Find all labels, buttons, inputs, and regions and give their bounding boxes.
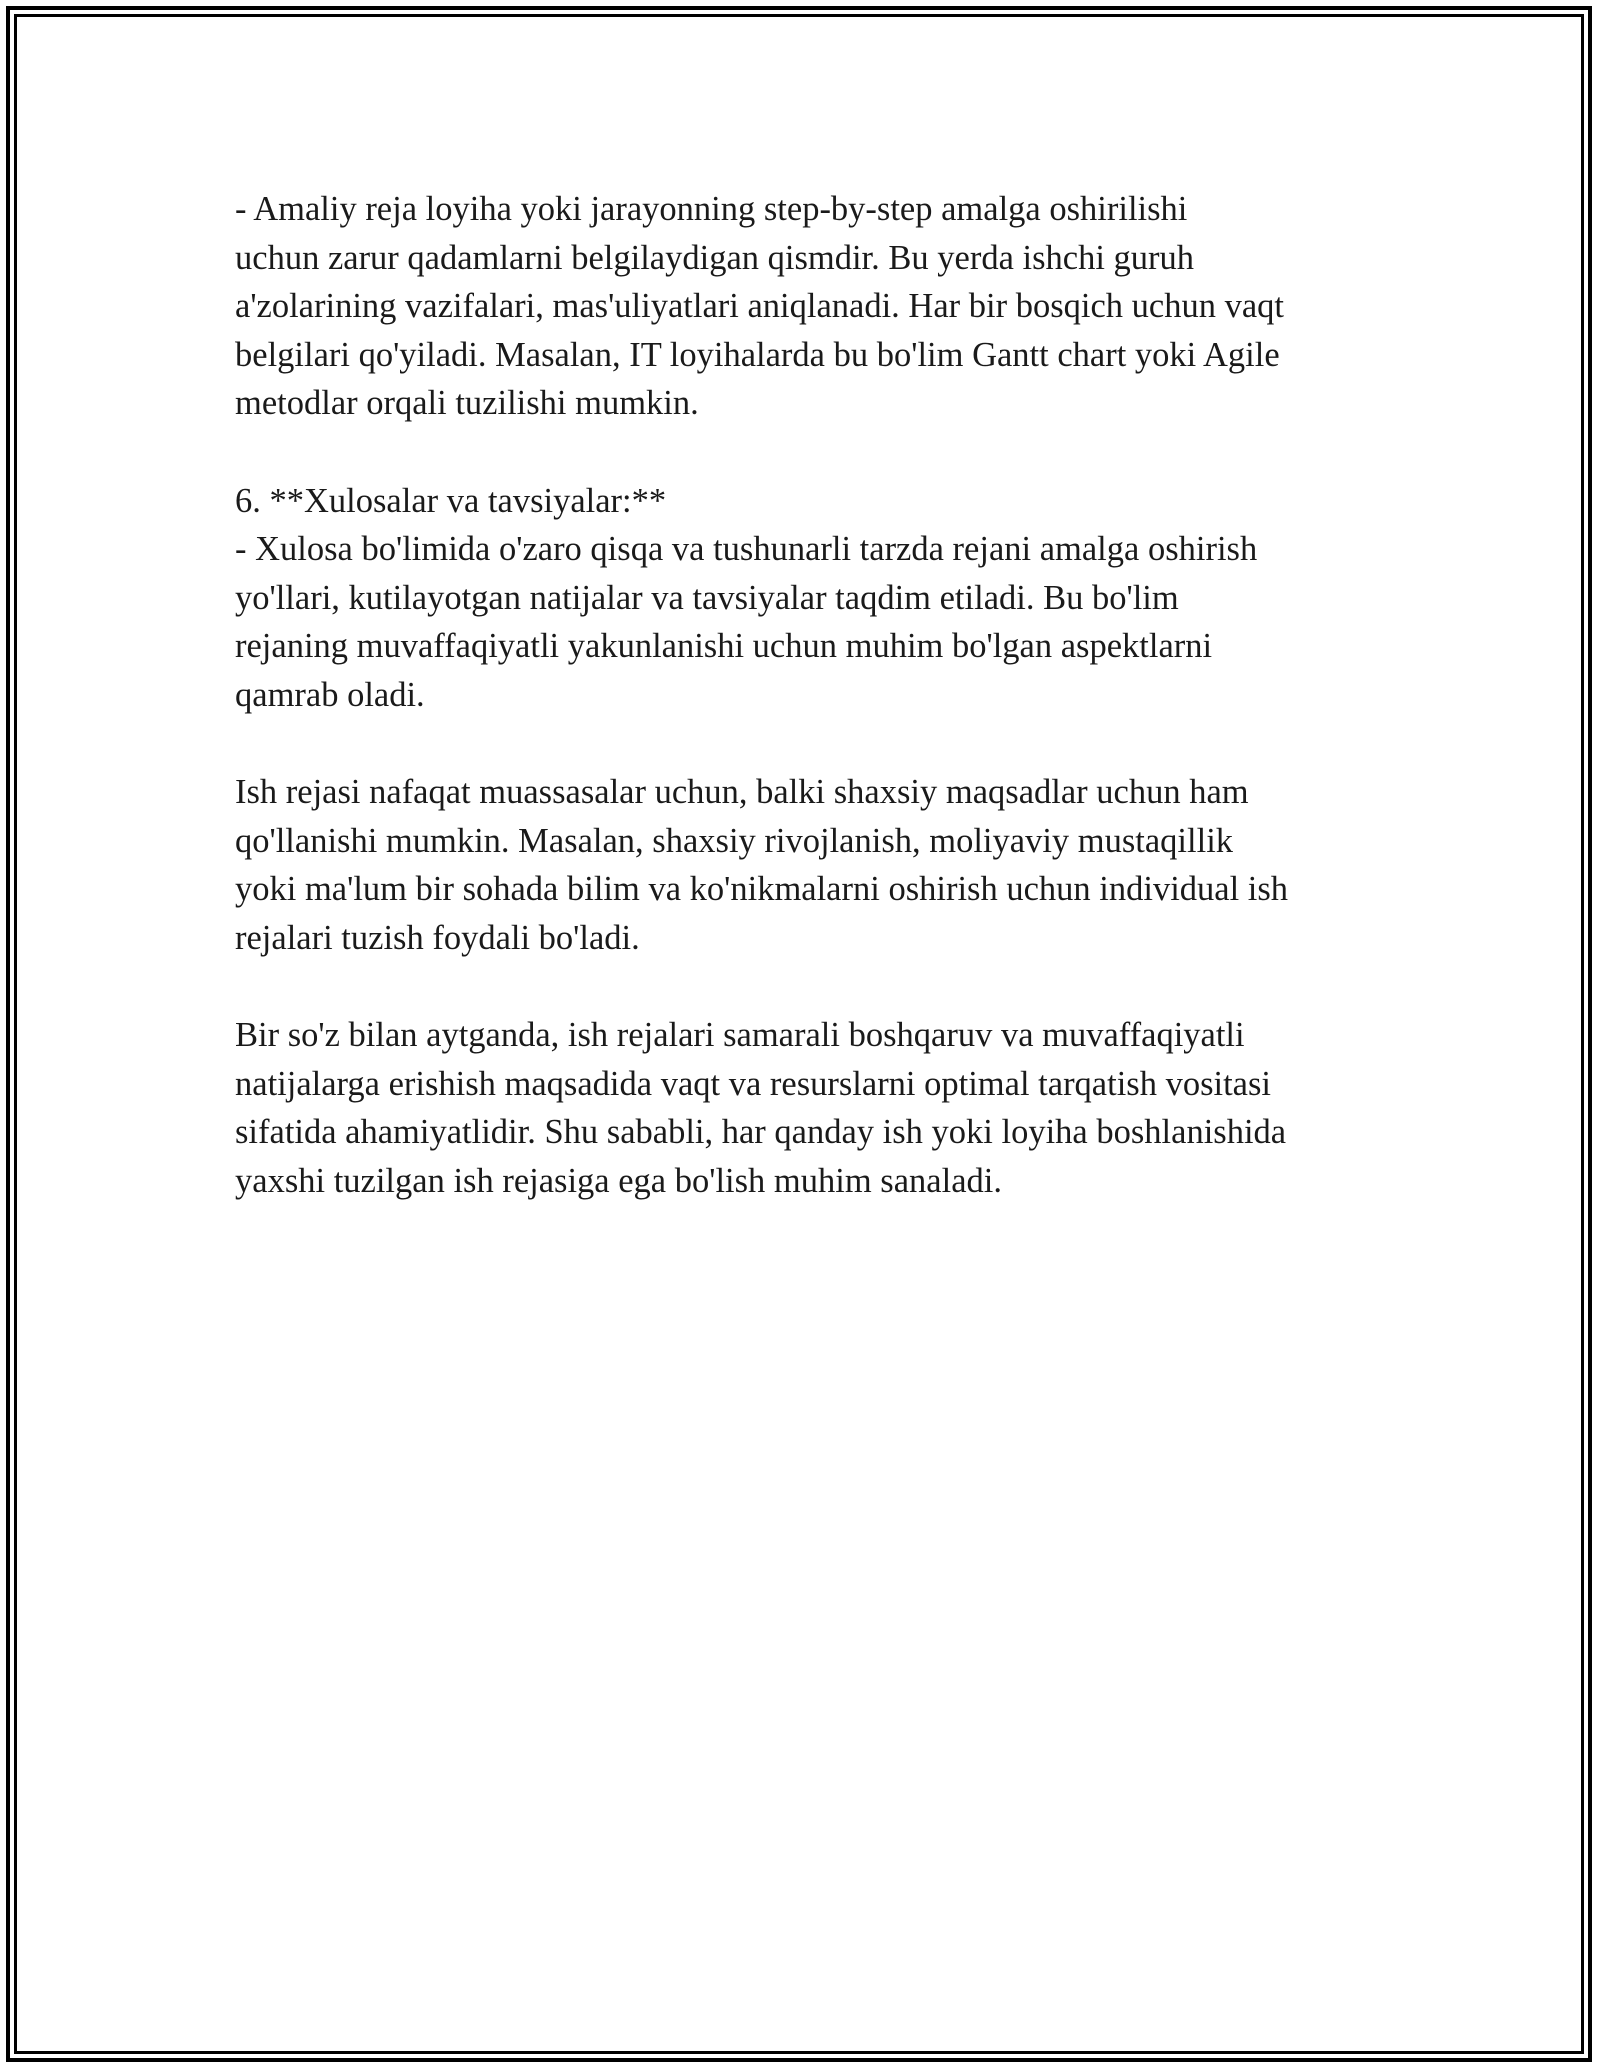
paragraph-amaliy-reja: - Amaliy reja loyiha yoki jarayonning step-by-step amalga oshirilishi uchun zarur qadamlarni belgilaydigan qismdir. Bu yerda ishchi guruh a'zolarining vazifalari, mas'uliyatlari aniqlanadi. Har bir bosqich uchun vaqt belgilari qo'yiladi. Masalan, IT loyihalarda bu bo'lim Gantt chart yoki Agile metodlar orqali tuzilishi mumkin. xyxy=(235,190,1284,423)
paragraph-xulosalar: 6. **Xulosalar va tavsiyalar:** - Xulosa bo'limida o'zaro qisqa va tushunarli tarzda rejani amalga oshirish yo'llari, kutilayotgan natijalar va tavsiyalar taqdim etiladi. Bu bo'lim rejaning muvaffaqiyatli yakunlanishi uchun muhim bo'lgan aspektlarni qamrab oladi. xyxy=(235,481,1258,714)
paragraph-ish-rejasi: Ish rejasi nafaqat muassasalar uchun, balki shaxsiy maqsadlar uchun ham qo'llanishi mumkin. Masalan, shaxsiy rivojlanish, moliyaviy mustaqillik yoki ma'lum bir sohada bilim va ko'nikmalarni oshirish uchun individual ish rejalari tuzish foydali bo'ladi. xyxy=(235,773,1289,957)
paragraph-conclusion: Bir so'z bilan aytganda, ish rejalari samarali boshqaruv va muvaffaqiyatli natijalarga erishish maqsadida vaqt va resurslarni optimal tarqatish vositasi sifatida ahamiyatlidir. Shu sababli, har qanday ish yoki loyiha boshlanishida yaxshi tuzilgan ish rejasiga ega bo'lish muhim sanaladi. xyxy=(235,1016,1287,1200)
document-body xyxy=(235,185,1365,1205)
